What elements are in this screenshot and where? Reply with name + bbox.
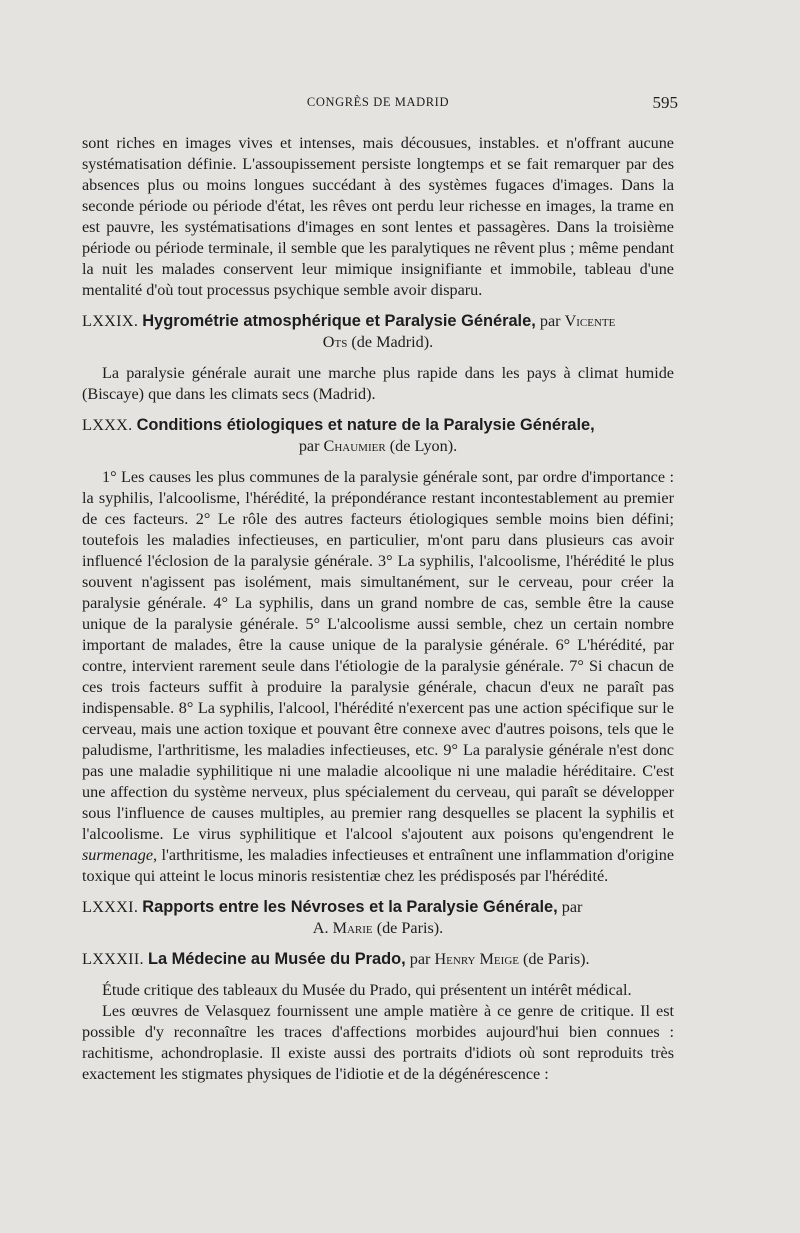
entry-title: La Médecine au Musée du Prado, (147, 950, 406, 968)
entry-author-place: (de Paris). (523, 950, 590, 968)
entry-numeral: LXXX. (82, 416, 133, 434)
continued-paragraph: sont riches en images vives et intenses, mais décousues, instables. et n'offrant aucune systématisation définie. L'assoupissement persiste longtemps et se fait remarquer par des absences plus ou moins longues succédant à des systèmes fugaces d'images. Dans la seconde période ou période d'état, les rêves ont perdu leur richesse en images, la trame en est pauvre, les systématisations d'images en sont lentes et passagères. Dans la troisième période ou période terminale, il semble que les paralytiques ne rêvent plus ; même pendant la nuit les malades conservent leur mimique insignifiante et immobile, tableau d'une mentalité d'où tout processus psychique semble avoir disparu. (82, 134, 674, 299)
entry-author-initial: A. (312, 919, 329, 937)
entry-heading (82, 415, 674, 436)
entry-numeral: LXXXI. (82, 898, 139, 916)
entry-author-name: Henry Meige (434, 950, 519, 968)
entry-title: Rapports entre les Névroses et la Paralysie Générale, (142, 898, 558, 916)
entry-body: Les œuvres de Velasquez fournissent une ample matière à ce genre de critique. Il est possible d'y reconnaître les traces d'affections morbides aujourd'hui bien connues : rachitisme, achondroplasie. Il existe aussi des portraits d'idiots où sont reproduits très exactement les stigmates physiques de l'idiotie et de la dégénérescence : (82, 1002, 674, 1083)
entry-body (82, 467, 674, 887)
entry-lxxxii (82, 949, 674, 1085)
entry-author-place: (de Lyon). (389, 437, 458, 455)
entry-heading (82, 311, 674, 332)
entry-lxxix (82, 311, 674, 405)
entry-by: par (539, 312, 561, 330)
entry-author-line (82, 332, 674, 353)
entry-heading (82, 949, 674, 970)
running-title: CONGRÈS DE MADRID (306, 95, 450, 109)
entry-body-italic: surmenage, (82, 846, 158, 864)
page-body (82, 133, 674, 1085)
entry-body: La paralysie générale aurait une marche plus rapide dans les pays à climat humide (Biscaye) que dans les climats secs (Madrid). (82, 364, 674, 403)
entry-heading (82, 897, 674, 918)
entry-body: Étude critique des tableaux du Musée du Prado, qui présentent un intérêt médical. (102, 981, 632, 999)
entry-lxxx (82, 415, 674, 887)
entry-author: Vicente (564, 312, 616, 330)
entry-by: par (561, 898, 583, 916)
entry-author-line (82, 918, 674, 939)
entry-by: par (298, 437, 320, 455)
entry-by: par (409, 950, 431, 968)
entry-author-name: Chaumier (323, 437, 386, 455)
running-head (82, 93, 678, 115)
page-number: 595 (652, 93, 678, 112)
entry-author-line (82, 436, 674, 457)
entry-author-place: (de Madrid). (351, 333, 434, 351)
entry-body-part2: l'arthritisme, les maladies infectieuses et entraînent une inflammation d'origine toxique qui atteint le locus minoris resistentiæ chez les prédisposés par l'hérédité. (82, 846, 675, 885)
entry-author-place: (de Paris). (376, 919, 444, 937)
entry-author-name: Ots (322, 333, 348, 351)
entry-title: Hygrométrie atmosphérique et Paralysie Générale, (142, 312, 536, 330)
entry-author-name: Marie (332, 919, 373, 937)
entry-body-part1: 1° Les causes les plus communes de la paralysie générale sont, par ordre d'importance : la syphilis, l'alcoolisme, l'hérédité, la prépondérance restant incontestablement au premier de ces facteurs. 2° Le rôle des autres facteurs étiologiques semble moins bien défini; toutefois les maladies infectieuses, en particulier, m'ont paru dans plusieurs cas avoir influencé l'éclosion de la paralysie générale. 3° La syphilis, l'alcoolisme, l'hérédité le plus souvent n'agissent pas isolément, mais simultanément, sur le cerveau, pour créer la paralysie générale. 4° La syphilis, dans un grand nombre de cas, semble être la cause unique de la paralysie générale. 5° L'alcoolisme aussi semble, chez un certain nombre important de malades, être la cause unique de la paralysie générale. 6° L'hérédité, par contre, intervient rarement seule dans l'étiologie de la paralysie générale. 7° Si chacun de ces trois facteurs suffit à produire la paralysie générale, chacun d'eux ne paraît pas indispensable. 8° La syphilis, l'alcool, l'hérédité n'exercent pas une action spécifique sur le cerveau, mais une action toxique et pouvant être connexe avec d'autres poisons, tels que le paludisme, l'arthritisme, les maladies infectieuses, etc. 9° La paralysie générale n'est donc pas une maladie syphilitique ni une maladie alcoolique ni une maladie héréditaire. C'est une affection du système nerveux, plus spécialement du cerveau, qui paraît se développer sous l'influence de causes multiples, au premier rang desquelles se placent la syphilis et l'alcoolisme. Le virus syphilitique et l'alcool s'ajoutent aux poisons qu'engendrent le (82, 468, 674, 843)
entry-numeral: LXXIX. (82, 312, 139, 330)
entry-title: Conditions étiologiques et nature de la Paralysie Générale, (136, 416, 595, 434)
entry-lxxxi (82, 897, 674, 939)
entry-numeral: LXXXII. (82, 950, 144, 968)
